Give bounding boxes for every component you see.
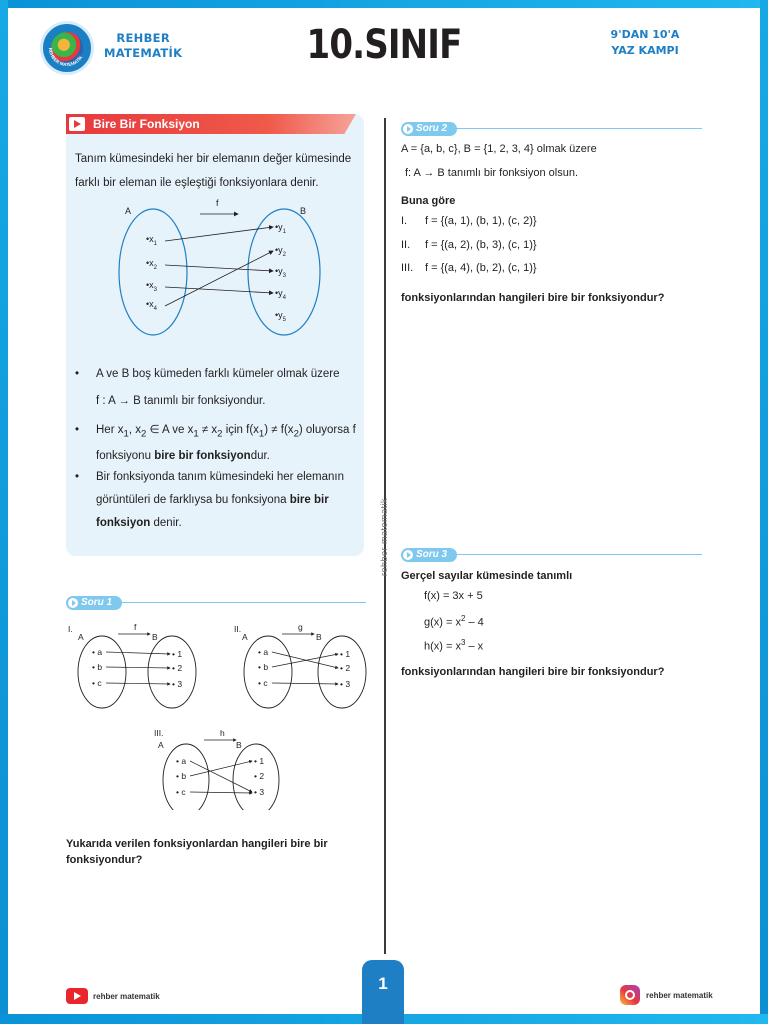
left-border [0,0,8,1024]
set-b-label: B [152,632,158,642]
arrow-a [106,652,170,654]
bullet-3-line-3 [96,512,358,535]
arrow-c [272,683,338,684]
elem-2: • 2 [254,771,265,781]
play-icon [69,117,85,131]
subscript: 1 [123,428,129,440]
subscript: 1 [193,428,199,440]
subscript: 2 [217,428,223,440]
soru-1-header [66,596,366,610]
bullet-1-line-1: A ve B boş kümeden farklı kümeler olmak üzere [96,368,340,380]
set-a-label: A [125,206,132,216]
y3-label: $•y_3$ [275,266,286,279]
elem-3: • 3 [254,787,265,797]
header-rule [120,602,366,603]
question-line-1: Yukarıda verilen fonksiyonlardan hangileri bire bir [66,838,328,850]
elem-b: • b [258,662,269,672]
roman-label: II. [234,624,242,634]
header-rule [455,128,702,129]
subscript: 2 [140,428,147,440]
side-watermark [375,497,395,580]
arrow-a [272,652,338,668]
set-b-label: B [236,740,242,750]
y2-label: $•y_2$ [275,245,286,258]
g-definition [424,611,484,631]
bullet-3-line-2 [96,489,358,512]
option-roman: I. [401,215,408,227]
option-text: f = {(a, 2), (b, 3), (c, 1)} [425,239,537,251]
arrow-x3 [165,287,273,293]
option-text: f = {(a, 1), (b, 1), (c, 2)} [425,215,537,227]
elem-a: • a [176,756,187,766]
bullet-1 [75,363,365,413]
bullet-2-text [96,419,358,468]
definition-mapping-diagram [110,196,340,346]
arrow-b [106,667,170,668]
elem-a: • a [258,647,269,657]
roman-label: I. [68,624,73,634]
set-b-label: B [316,632,322,642]
definition-title: Bire Bir Fonksiyon [93,117,200,131]
camp-title [610,27,680,59]
page-title: 10.SINIF [306,22,462,68]
soru-3-question: fonksiyonlarından hangileri bire bir fonksiyondur? [401,666,665,678]
text-run: ) oluyorsa f [298,424,356,436]
arrow-x2 [165,265,273,271]
diagram-iii [154,728,279,810]
func-label: f [216,198,219,208]
soru-2-label: Soru 2 [416,123,448,134]
arrow-x1 [165,227,273,241]
elem-2: • 2 [172,663,183,673]
text-run: h(x) = x [424,640,461,653]
bullet-3-line-1: Bir fonksiyonda tanım kümesindeki her elemanın [96,471,345,483]
option-roman: III. [401,262,414,274]
youtube-icon[interactable] [66,988,88,1004]
soru-2-question: fonksiyonlarından hangileri bire bir fonksiyondur? [401,292,665,304]
text-run: ≠ x [198,424,218,436]
soru-2-line-1: A = {a, b, c}, B = {1, 2, 3, 4} olmak üzere [401,143,597,155]
func-label: h [220,728,225,738]
soru-2-option-1 [401,213,741,229]
diagram-i [68,622,196,708]
arrow-b [272,654,338,667]
option-text: f = {(a, 4), (b, 2), (c, 1)} [425,262,537,274]
subscript: 2 [293,428,299,440]
text-run: , x [128,424,141,436]
text-run: Her x [96,424,124,436]
elem-1: • 1 [254,756,265,766]
option-roman: II. [401,239,411,251]
arrow-c [190,792,252,793]
elem-a: • a [92,647,103,657]
func-label: f [134,622,137,632]
soru-2-option-3 [401,260,741,276]
soru-3-header [401,548,702,562]
brand-line-2: MATEMATİK [104,46,183,60]
bullet-1-text [96,363,358,413]
f-definition: f(x) = 3x + 5 [424,590,483,602]
elem-1: • 1 [340,649,351,659]
bold-term: bire bir fonksiyon [154,450,251,463]
definition-intro: Tanım kümesindeki her bir elemanın değer kümesinde farklı bir eleman ile eşleştiği fonksiyonlara denir. [75,153,352,189]
svg-text:REHBER MATEMATİK: REHBER MATEMATİK [47,47,84,68]
soru-2-option-2 [401,237,741,253]
y1-label: $•y_1$ [275,222,286,235]
text-run: ∈ A ve x [146,424,194,436]
right-border [760,0,768,1024]
buna-gore: Buna göre [401,195,456,207]
instagram-handle[interactable]: rehber matematik [646,991,713,1000]
bullet-2-line-1 [96,419,358,445]
question-line-2: fonksiyondur? [66,854,143,866]
elem-c: • c [176,787,186,797]
bullet-1-line-2: f : A → B tanımlı bir fonksiyondur. [96,395,266,407]
soru-2-header [401,122,702,136]
superscript: 3 [460,638,466,647]
x1-label: $•x_1$ [146,234,157,247]
soru-2-line-2: f: A → B tanımlı bir fonksiyon olsun. [405,167,579,179]
instagram-icon[interactable] [620,985,640,1005]
arrow-x4 [165,251,273,306]
soru-1-diagrams [62,620,368,810]
set-a-label: A [78,632,84,642]
text-run: denir. [150,517,182,529]
soru-3-intro: Gerçel sayılar kümesinde tanımlı [401,570,573,582]
bullet-dot: • [75,424,80,436]
diagram-ii [234,622,366,708]
camp-line-2: YAZ KAMPI [611,44,679,57]
text-run: ) ≠ f(x [264,424,294,436]
page-number: 1 [378,974,388,993]
func-label: g [298,622,303,632]
bullet-dot: • [75,471,80,483]
arrow-b [190,761,252,776]
bold-term: bire bir [289,494,329,506]
bullet-2-line-2 [96,445,358,468]
arrow-a [190,761,252,792]
set-a-label: A [242,632,248,642]
header-rule [455,554,702,555]
bullet-dot: • [75,368,80,380]
subscript: 1 [258,428,265,440]
superscript: 2 [460,614,466,623]
y5-label: $•y_5$ [275,310,286,323]
soru-1-question [66,836,366,868]
text-run: görüntüleri de farklıysa bu fonksiyona [96,494,290,506]
arrow-c [106,683,170,684]
elem-1: • 1 [172,649,183,659]
elem-2: • 2 [340,663,351,673]
bullet-3 [75,466,365,536]
brand-line-1: REHBER [116,31,170,45]
set-a-label: A [158,740,164,750]
text-run: fonksiyonu [96,450,155,463]
roman-label: III. [154,728,164,738]
elem-b: • b [92,662,103,672]
elem-c: • c [258,678,268,688]
bullet-2 [75,419,365,465]
text-run: – 4 [465,616,484,629]
soru-3-label: Soru 3 [416,549,448,560]
elem-3: • 3 [172,679,183,689]
set-b-label: B [300,206,307,216]
text-run: için f(x [222,424,259,436]
soru-1-label: Soru 1 [81,597,113,608]
bullet-3-text [96,466,358,535]
side-watermark-text: rehber matematik [379,497,389,576]
h-definition [424,635,483,655]
camp-line-1: 9'DAN 10'A [610,28,680,41]
text-run: g(x) = x [424,616,461,629]
youtube-handle[interactable]: rehber matematik [93,992,160,1001]
text-run: dur. [250,450,270,463]
top-border [0,0,768,8]
x4-label: $•x_4$ [146,299,157,312]
elem-c: • c [92,678,102,688]
x2-label: $•x_2$ [146,258,157,271]
set-a-ellipse [119,209,187,335]
x3-label: $•x_3$ [146,280,157,293]
text-run: – x [465,640,484,653]
elem-b: • b [176,771,187,781]
y4-label: $•y_4$ [275,288,286,301]
bold-term: fonksiyon [96,517,151,529]
elem-3: • 3 [340,679,351,689]
